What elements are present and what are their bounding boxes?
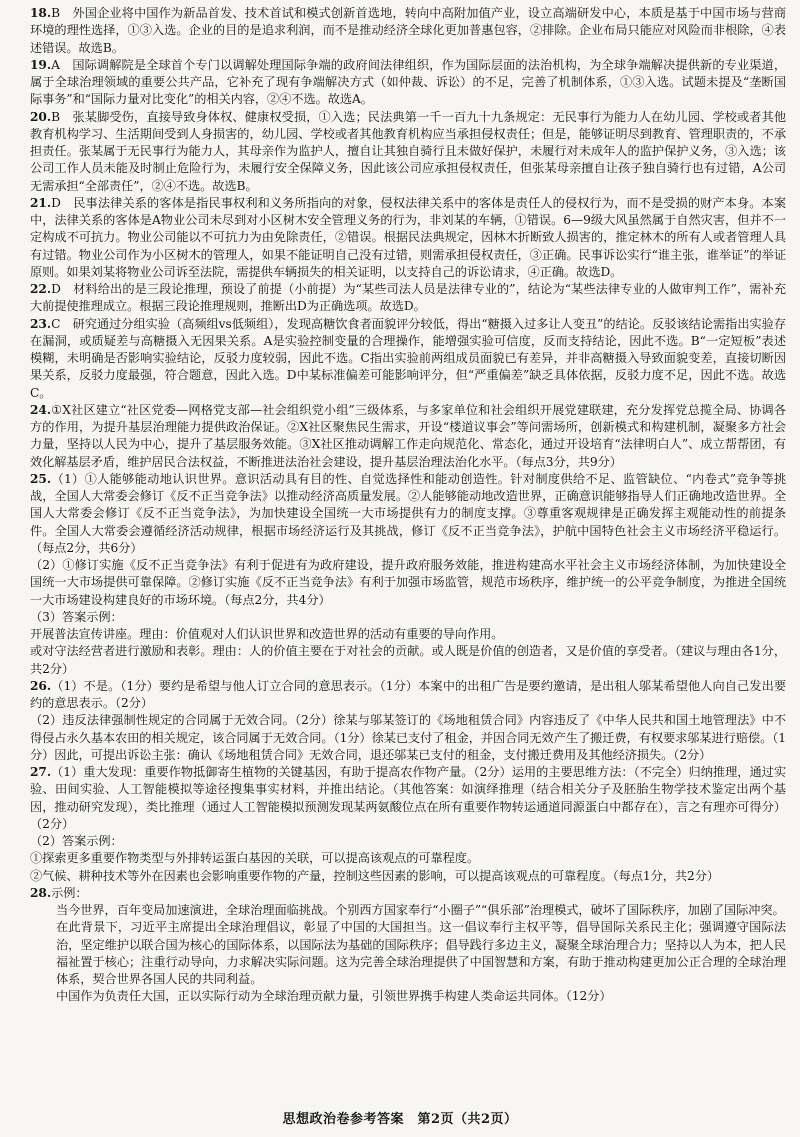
answer-27-sample-2: ②气候、耕种技术等外在因素也会影响重要作物的产量，控制这些因素的影响，可以提高该观点的可靠程度。（每点1分，共2分） <box>30 868 720 883</box>
answer-letter: D <box>51 195 61 210</box>
answer-27 <box>30 764 786 885</box>
answer-text: ①X社区建立“社区党委—网格党支部—社会组织党小组”三级体系，与多家单位和社会组织开展党建联建，充分发挥党总揽全局、协调各方的作用，为提升基层治理能力提供政治保证。②X社区聚焦民生需求，开设“楼道议事会”等问需场所，创新模式和构建机制，凝聚多方社会力量，坚持以人民为中心，提升了基层服务效能。③X社区推动调解工作走向规范化、常态化，通过开设培育“法律明白人”、成立帮帮团，有效化解基层矛盾，维护居民合法权益，不断推进法治社会建设，提升基层治理法治化水平。（每点3分，共9分） <box>30 402 786 469</box>
answer-26-part-1 <box>30 678 786 713</box>
question-number: 18. <box>30 6 52 20</box>
answer-25-part-3: （3）答案示例： <box>30 609 123 624</box>
answer-28-header <box>30 885 786 902</box>
question-number: 21. <box>30 195 52 210</box>
answer-letter: D <box>51 282 61 296</box>
answer-text: （1）①人能够能动地认识世界。意识活动具有目的性、自觉选择性和能动创造性。针对制度供给不足、监管缺位、“内卷式”竞争等挑战，全国人大常委会修订《反不正当竞争法》以推动经济高质量发展。②人能够能动地改造世界，正确意识能够指导人们正确地改造世界。全国人大常委会修订《反不正当竞争法》，为加快建设全国统一大市场提供有力的制度支撑。③尊重客观规律是正确发挥主观能动性的前提条件。全国人大常委会遵循经济活动规律，根据市场经济运行及其挑战，修订《反不正当竞争法》，护航中国特色社会主义市场经济平稳运行。（每点2分，共6分） <box>30 471 786 555</box>
answer-text: 国际调解院是全球首个专门以调解处理国际争端的政府间法律组织，作为国际层面的法治机构，为全球争端解决提供新的专业渠道，属于全球治理领域的重要公共产品，它补充了现有争端解决方式（如仲裁、诉讼）的不足，完善了机制体系，①③入选。试题未提及“垄断国际事务”和“国际力量对比变化”的相关内容，②④不选。故选A。 <box>30 57 786 107</box>
answer-text: 民事法律关系的客体是指民事权利和义务所指向的对象，侵权法律关系中的客体是责任人的侵权行为，而不是受损的财产本身。本案中，法律关系的客体是A物业公司未尽到对小区树木安全管理义务的行为，非刘某的车辆，①错误。6—9级大风虽然属于自然灾害，但并不一定构成不可抗力。物业公司能以不可抗力为由免除责任，②错误。根据民法典规定，因林木折断致人损害的，推定林木的所有人或者管理人具有过错。物业公司作为小区树木的管理人，如果不能证明自己没有过错，则需承担侵权责任，③正确。民事诉讼实行“谁主张，谁举证”的举证原则。如果刘某将物业公司诉至法院，需提供车辆损失的相关证明，以支持自己的诉讼请求，④正确。故选D。 <box>30 195 786 279</box>
answer-19 <box>30 57 786 109</box>
answer-25-part-1 <box>30 471 786 557</box>
answer-25-sample-1: 开展普法宣传讲座。理由：价值观对人们认识世界和改造世界的活动有重要的导向作用。 <box>30 627 504 641</box>
answer-label: 示例： <box>51 885 88 900</box>
answer-26-part-2: （2）违反法律强制性规定的合同属于无效合同。（2分）徐某与邬某签订的《场地租赁合同》内容违反了《中华人民共和国土地管理法》中不得侵占永久基本农田的相关规定，该合同属于无效合同。（1分）徐某已支付了租金，并因合同无效产生了搬迁费，有权要求邬某进行赔偿。（1分）因此，可提出诉讼主张：确认《场地租赁合同》无效合同，退还邬某已支付的租金，支付搬迁费用及其他经济损失。（2分） <box>30 713 786 762</box>
answer-27-part-2: （2）答案示例： <box>30 834 123 848</box>
question-number: 25. <box>30 471 52 486</box>
answer-letter: B <box>51 109 60 124</box>
answer-27-part-1 <box>30 764 786 833</box>
answer-text: （1）重大发现：重要作物抵御寄生植物的关键基因，有助于提高农作物产量。（2分）运用的主要思维方法：（不完全）归纳推理，通过实验、田间实验、人工智能模拟等途径搜集事实材料，并推出结论。（其他答案：如演绎推理（结合相关分子及胚胎生物学技术鉴定出两个基因，推动研究发现），类比推理（通过人工智能模拟预测发现某两氨酸位点在所有重要作物转运通道同源蛋白中都存在），言之有理亦可得分）（2分） <box>30 765 786 831</box>
answer-20 <box>30 109 786 195</box>
answer-text: 材料给出的是三段论推理，预设了前提（小前提）为“某些司法人员是法律专业的”，结论为“某些法律专业的人做审判工作”，需补充大前提使推理成立。根据三段论推理规则，推断出D为正确选项。故选D。 <box>30 282 786 314</box>
essay-paragraph-2: 在此背景下，习近平主席提出全球治理倡议，彰显了中国的大国担当。这一倡议奉行主权平等，倡导国际关系民主化；强调遵守国际法治，坚定维护以联合国为核心的国际体系，以国际法为基础的国际秩序；倡导践行多边主义，凝聚全球治理合力；坚持以人为本，把人民福祉置于核心；注重行动导向，力求解决实际问题。这为完善全球治理提供了中国智慧和方案，有助于推动构建更加公正合理的全球治理体系，契合世界各国人民的共同利益。 <box>56 920 786 986</box>
answer-27-sample-1: ①探索更多重要作物类型与外排转运蛋白基因的关联，可以提高该观点的可靠程度。 <box>30 851 480 866</box>
page-footer: 思想政治卷参考答案 第2页（共2页） <box>282 1112 518 1127</box>
essay-paragraph-1: 当今世界，百年变局加速演进，全球治理面临挑战。个别西方国家奉行“小圈子”“俱乐部”治理模式，破坏了国际秩序，加剧了国际冲突。 <box>56 903 785 917</box>
answer-text: 研究通过分组实验（高频组vs低频组），发现高糖饮食者面貌评分较低，得出“糖摄入过多让人变丑”的结论。反驳该结论需指出实验存在漏洞，或质疑差与高糖摄入无因果关系。A是实验控制变量的合理操作，能增强实验可信度，反而支持结论，因此不选。B“一定短板”表述模糊，未明确是否影响实验结论，反驳力度较弱，因此不选。C指出实验前两组成员面貌已有差异，并非高糖摄入导致面貌变差，直接切断因果关系，反驳力度最强，符合题意，因此入选。D中某标准偏差可能影响评分，但“严重偏差”缺乏具体依据，反驳力度不足，因此不选。故选C。 <box>30 316 786 400</box>
answer-28 <box>30 885 786 1006</box>
answer-letter: B <box>51 6 60 20</box>
answer-text: （1）不是。（1分）要约是希望与他人订立合同的意思表示。（1分）本案中的出租广告是要约邀请，是出租人邬某希望他人向自己发出要约的意思表示。（2分） <box>30 678 786 710</box>
question-number: 19. <box>30 57 52 72</box>
answer-21 <box>30 195 786 281</box>
answer-text: 外国企业将中国作为新品首发、技术首试和模式创新首选地，转向中高附加值产业，设立高端研发中心，本质是基于中国市场与营商环境的理性选择，①③入选。企业的目的是追求利润，而不是推动经济全球化更加普惠包容，②排除。企业布局只能应对风险而非根除，④表述错误。故选B。 <box>30 6 786 55</box>
answer-26 <box>30 678 786 764</box>
question-number: 28. <box>30 885 52 900</box>
question-number: 20. <box>30 109 52 124</box>
answer-23 <box>30 316 786 402</box>
question-number: 27. <box>30 765 52 779</box>
answer-25-sample-2: 或对守法经营者进行激励和表彰。理由：人的价值主要在于对社会的贡献。或人既是价值的创造者，又是价值的享受者。（建议与理由各1分，共2分） <box>30 644 786 676</box>
answer-25-part-2: （2）①修订实施《反不正当竞争法》有利于促进有为政府建设，提升政府服务效能，推进构建高水平社会主义市场经济体制，为加快建设全国统一大市场提供可靠保障。②修订实施《反不正当竞争法》有利于加强市场监管，规范市场秩序，维护统一的公平竞争制度，为推进全国统一大市场建设构建良好的市场环境。（每点2分，共4分） <box>30 558 786 607</box>
answer-25 <box>30 471 786 678</box>
answer-letter: A <box>51 57 60 72</box>
question-number: 23. <box>30 316 52 331</box>
answer-letter: C <box>51 316 61 331</box>
answer-text: 张某脚受伤，直接导致身体权、健康权受损，①入选；民法典第一千一百九十九条规定：无民事行为能力人在幼儿园、学校或者其他教育机构学习、生活期间受到人身损害的，幼儿园、学校或者其他教育机构应当承担侵权责任；但是，能够证明尽到教育、管理职责的，不承担责任。张某属于无民事行为能力人，其母亲作为监护人，擅自让其独自骑行且未做好保护，未履行对未成年人的监护保护义务，③入选；该公司工作人员未能及时制止危险行为，未履行安全保障义务，因此该公司应承担侵权责任，但张某母亲擅自让孩子独自骑行也有过错，A公司无需承担“全部责任”，②④不选。故选B。 <box>30 109 786 193</box>
question-number: 26. <box>30 678 52 693</box>
question-number: 22. <box>30 282 52 296</box>
answer-24 <box>30 402 786 471</box>
answer-18 <box>30 5 786 57</box>
answer-22 <box>30 281 786 316</box>
question-number: 24. <box>30 402 52 417</box>
essay-paragraph-3: 中国作为负责任大国，正以实际行动为全球治理贡献力量，引领世界携手构建人类命运共同体。（12分） <box>56 989 612 1004</box>
